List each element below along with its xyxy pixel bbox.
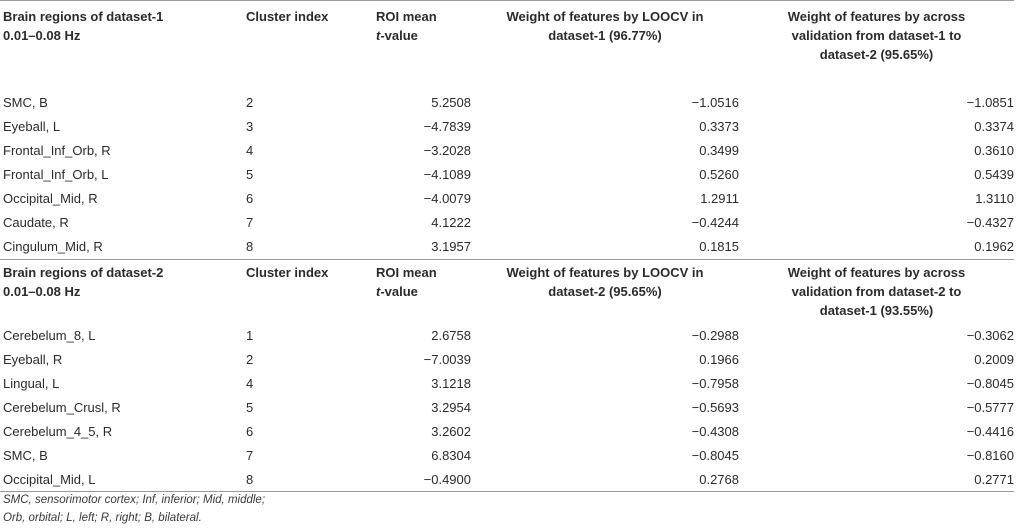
cell-region: Occipital_Mid, L — [0, 467, 197, 492]
cell-cluster: 6 — [246, 423, 254, 439]
table-row — [0, 139, 1014, 163]
header-region — [0, 1, 197, 91]
cell-cluster: 6 — [246, 191, 254, 206]
cell-weight-loocv: 0.1966 — [699, 351, 739, 367]
header-roi-line1: ROI mean — [376, 9, 437, 24]
header-roi-line2 — [376, 26, 471, 45]
header-roi-t: t — [376, 283, 381, 299]
cell-tvalue: 3.2954 — [431, 399, 471, 415]
cell-cluster: 8 — [197, 467, 353, 492]
cell-region: SMC, B — [3, 447, 48, 463]
cell-region: SMC, B — [3, 95, 48, 110]
header-region — [0, 259, 197, 323]
cell-weight-across: 0.1962 — [739, 235, 1014, 260]
header-weight-loocv — [471, 259, 739, 323]
table-row — [0, 395, 1014, 419]
table-row — [0, 467, 1014, 492]
cell-weight-loocv: −0.4244 — [691, 215, 739, 230]
header-across-line2: validation from dataset-1 to — [791, 28, 962, 43]
table-row — [0, 371, 1014, 395]
cell-cluster: 5 — [246, 167, 254, 182]
cell-cluster: 2 — [246, 95, 254, 110]
cell-weight-across: 0.5439 — [974, 167, 1014, 182]
cell-tvalue: −7.0039 — [423, 351, 471, 367]
header-roi-line2 — [376, 282, 471, 301]
section1-header-row — [0, 1, 1014, 91]
header-roi-value: -value — [380, 283, 418, 299]
cell-cluster: 7 — [246, 215, 254, 230]
header-loocv-line1: Weight of features by LOOCV in — [506, 264, 704, 280]
table-row — [0, 163, 1014, 187]
cell-cluster: 3 — [246, 119, 254, 134]
cell-weight-loocv: 1.2911 — [700, 191, 739, 206]
table-row — [0, 187, 1014, 211]
table-row — [0, 323, 1014, 347]
cell-weight-across: 0.3610 — [974, 143, 1014, 158]
cell-weight-across: −0.4416 — [966, 423, 1014, 439]
cell-weight-loocv: −1.0516 — [691, 95, 739, 110]
cell-cluster: 2 — [246, 351, 254, 367]
table-row — [0, 235, 1014, 260]
table-row — [0, 211, 1014, 235]
cell-tvalue: 5.2508 — [431, 95, 471, 110]
cell-weight-across: −0.5777 — [966, 399, 1014, 415]
cell-region: Cerebelum_8, L — [3, 327, 96, 343]
cell-region: Eyeball, L — [3, 119, 61, 134]
cell-weight-loocv: −0.7958 — [691, 375, 739, 391]
cell-weight-across: −0.3062 — [966, 327, 1014, 343]
cell-region: Cingulum_Mid, R — [0, 235, 197, 260]
header-region-line2: 0.01–0.08 Hz — [3, 28, 81, 43]
header-cluster-index — [197, 259, 353, 323]
cell-weight-across: 0.2771 — [739, 467, 1014, 492]
header-loocv-line2: dataset-2 (95.65%) — [548, 283, 662, 299]
cell-region: Lingual, L — [3, 375, 60, 391]
table-row — [0, 347, 1014, 371]
cell-weight-across: −0.4327 — [966, 215, 1014, 230]
cell-weight-loocv: 0.3499 — [699, 143, 739, 158]
cell-weight-loocv: 0.1815 — [471, 235, 739, 260]
header-across-line1: Weight of features by across — [787, 9, 966, 24]
cell-weight-loocv: −0.5693 — [691, 399, 739, 415]
cell-weight-across: 0.2009 — [974, 351, 1014, 367]
cell-weight-loocv: 0.3373 — [699, 119, 739, 134]
cell-tvalue: 3.1218 — [431, 375, 471, 391]
section2-header-row — [0, 259, 1014, 323]
footnote-line1: SMC, sensorimotor cortex; Inf, inferior; Mid, middle; — [3, 494, 266, 506]
cell-cluster: 7 — [246, 447, 254, 463]
cell-region: Frontal_Inf_Orb, R — [3, 143, 111, 158]
cell-cluster: 8 — [197, 235, 353, 260]
footnote-line2: Orb, orbital; L, left; R, right; B, bilateral. — [3, 512, 202, 524]
cell-tvalue: 3.1957 — [353, 235, 471, 260]
cell-tvalue: −4.1089 — [423, 167, 471, 182]
cell-tvalue: 2.6758 — [431, 327, 471, 343]
cell-weight-loocv: 0.2768 — [471, 467, 739, 492]
table-footnote — [3, 491, 265, 527]
header-across-line3: dataset-2 (95.65%) — [819, 47, 934, 62]
cell-weight-loocv: −0.2988 — [691, 327, 739, 343]
cell-weight-loocv: −0.4308 — [691, 423, 739, 439]
cell-region: Occipital_Mid, R — [3, 191, 98, 206]
cell-cluster: 5 — [246, 399, 254, 415]
header-across-line1: Weight of features by across — [787, 264, 966, 280]
header-weight-loocv — [471, 1, 739, 91]
header-region-line1: Brain regions of dataset-1 — [3, 9, 164, 24]
cell-region: Cerebelum_Crusl, R — [3, 399, 121, 415]
cell-cluster: 4 — [246, 375, 254, 391]
header-roi-mean — [353, 1, 471, 91]
header-roi-value: -value — [380, 28, 418, 43]
cell-weight-across: −0.8045 — [966, 375, 1014, 391]
cell-tvalue: −3.2028 — [423, 143, 471, 158]
header-weight-across — [739, 259, 1014, 323]
header-across-line2: validation from dataset-2 to — [791, 283, 962, 299]
header-region-line1: Brain regions of dataset-2 — [3, 264, 164, 280]
cell-cluster: 1 — [246, 327, 254, 343]
cell-weight-across: −0.8160 — [966, 447, 1014, 463]
header-loocv-line2: dataset-1 (96.77%) — [548, 28, 662, 43]
cell-tvalue: −4.7839 — [423, 119, 471, 134]
cell-cluster: 4 — [246, 143, 254, 158]
cell-tvalue: 6.8304 — [431, 447, 471, 463]
cell-region: Eyeball, R — [3, 351, 63, 367]
header-cluster-label: Cluster index — [246, 9, 329, 24]
cell-tvalue: −0.4900 — [353, 467, 471, 492]
header-roi-line1: ROI mean — [376, 264, 437, 280]
cell-tvalue: −4.0079 — [423, 191, 471, 206]
header-region-line2: 0.01–0.08 Hz — [3, 283, 81, 299]
table-row — [0, 91, 1014, 115]
cell-region: Frontal_Inf_Orb, L — [3, 167, 109, 182]
cell-region: Cerebelum_4_5, R — [3, 423, 113, 439]
cell-weight-across: 1.3110 — [975, 191, 1014, 206]
cell-weight-across: 0.3374 — [974, 119, 1014, 134]
header-weight-across — [739, 1, 1014, 91]
table-row — [0, 115, 1014, 139]
cell-weight-across: −1.0851 — [966, 95, 1014, 110]
header-roi-mean — [353, 259, 471, 323]
cell-tvalue: 4.1222 — [431, 215, 471, 230]
header-loocv-line1: Weight of features by LOOCV in — [506, 9, 704, 24]
header-roi-t: t — [376, 28, 381, 43]
cell-tvalue: 3.2602 — [431, 423, 471, 439]
header-cluster-index — [197, 1, 353, 91]
table-row — [0, 443, 1014, 467]
cell-region: Caudate, R — [3, 215, 69, 230]
table-row — [0, 419, 1014, 443]
header-cluster-label: Cluster index — [246, 264, 329, 280]
cell-weight-loocv: 0.5260 — [699, 167, 739, 182]
cell-weight-loocv: −0.8045 — [691, 447, 739, 463]
header-across-line3: dataset-1 (93.55%) — [819, 302, 934, 318]
